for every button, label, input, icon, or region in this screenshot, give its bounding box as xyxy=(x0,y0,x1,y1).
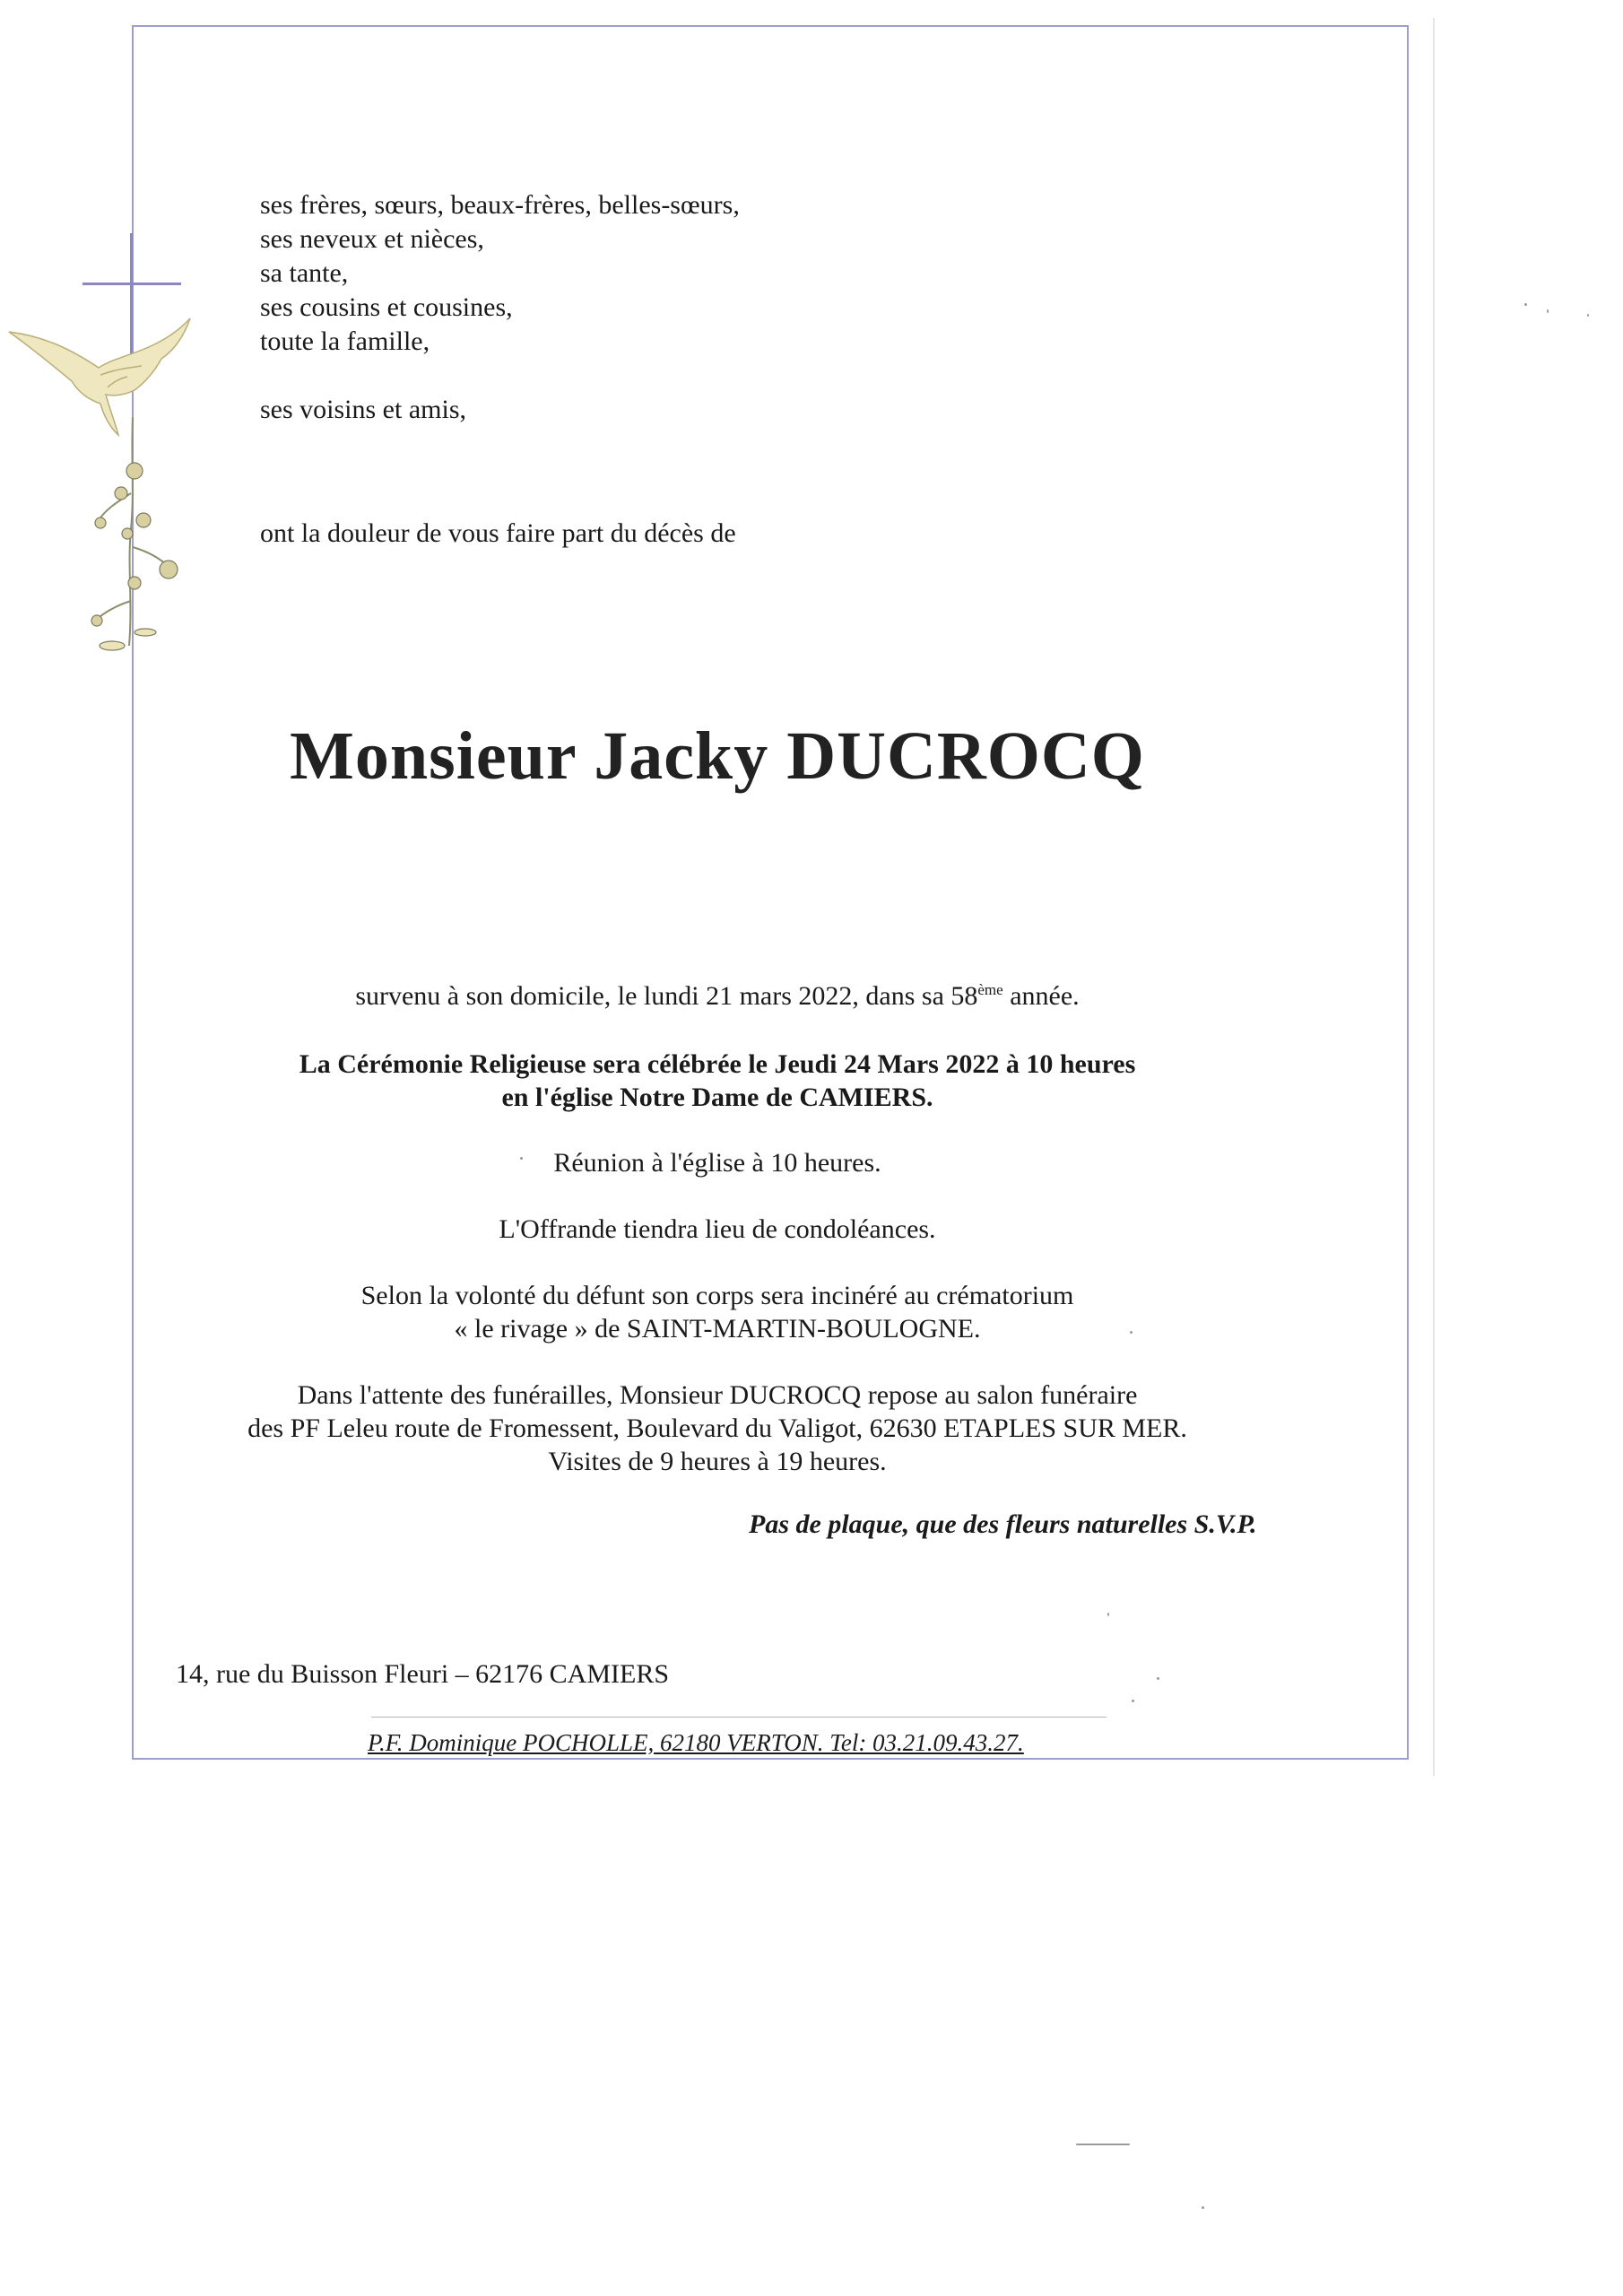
scan-speck xyxy=(1132,1700,1134,1702)
death-text-end: année. xyxy=(1002,981,1080,1011)
announcement-text: ont la douleur de vous faire part du décès de xyxy=(260,518,736,548)
scan-speck xyxy=(1107,1613,1109,1616)
neighbors-line: ses voisins et amis, xyxy=(260,395,466,424)
family-line: ses frères, sœurs, beaux-frères, belles-sœurs, xyxy=(260,190,740,220)
scan-speck xyxy=(1157,1677,1159,1680)
cremation-line: « le rivage » de SAINT-MARTIN-BOULOGNE. xyxy=(454,1314,981,1344)
family-address: 14, rue du Buisson Fleuri – 62176 CAMIERS xyxy=(176,1659,670,1689)
offering-text: L'Offrande tiendra lieu de condoléances. xyxy=(499,1214,936,1244)
scan-speck xyxy=(1587,314,1589,317)
scan-speck xyxy=(1547,309,1549,313)
funeral-director-footer: P.F. Dominique POCHOLLE, 62180 VERTON. Tel: 03.21.09.43.27. xyxy=(368,1729,1024,1756)
viewing-details xyxy=(0,1378,1435,1478)
cross-icon xyxy=(82,283,181,285)
footer-divider xyxy=(371,1717,1107,1718)
ceremony-line: en l'église Notre Dame de CAMIERS. xyxy=(501,1083,933,1112)
viewing-line: Dans l'attente des funérailles, Monsieur DUCROCQ repose au salon funéraire xyxy=(297,1380,1138,1410)
viewing-line: Visites de 9 heures à 19 heures. xyxy=(548,1447,887,1476)
family-line: toute la famille, xyxy=(260,326,430,356)
family-line: ses cousins et cousines, xyxy=(260,292,513,322)
viewing-line: des PF Leleu route de Fromessent, Boulevard du Valigot, 62630 ETAPLES SUR MER. xyxy=(247,1413,1187,1443)
scan-edge xyxy=(1433,18,1435,1776)
ordinal-suffix: ème xyxy=(977,981,1003,998)
flower-icon xyxy=(91,463,178,650)
flowers-note: Pas de plaque, que des fleurs naturelles S.V.P. xyxy=(749,1509,1257,1539)
dove-icon xyxy=(9,318,190,435)
death-text: survenu à son domicile, le lundi 21 mars 2022, dans sa 58 xyxy=(355,981,978,1011)
death-details xyxy=(0,979,1435,1013)
cross-icon xyxy=(130,233,133,363)
family-line: sa tante, xyxy=(260,258,349,288)
deceased-name: Monsieur Jacky DUCROCQ xyxy=(290,718,1145,794)
cremation-details xyxy=(0,1279,1435,1345)
scan-speck xyxy=(1076,2144,1130,2145)
meeting-text: Réunion à l'église à 10 heures. xyxy=(553,1148,881,1178)
cremation-line: Selon la volonté du défunt son corps sera incinéré au crématorium xyxy=(360,1281,1074,1310)
cross-dove-flower-emblem xyxy=(0,224,233,691)
scan-speck xyxy=(1524,303,1527,306)
scan-speck xyxy=(520,1157,523,1160)
ceremony-details xyxy=(0,1048,1435,1114)
ceremony-line: La Cérémonie Religieuse sera célébrée le Jeudi 24 Mars 2022 à 10 heures xyxy=(299,1049,1136,1079)
family-line: ses neveux et nièces, xyxy=(260,224,484,254)
family-list xyxy=(260,188,740,427)
scan-speck xyxy=(1202,2206,1204,2209)
scan-speck xyxy=(1130,1331,1133,1334)
